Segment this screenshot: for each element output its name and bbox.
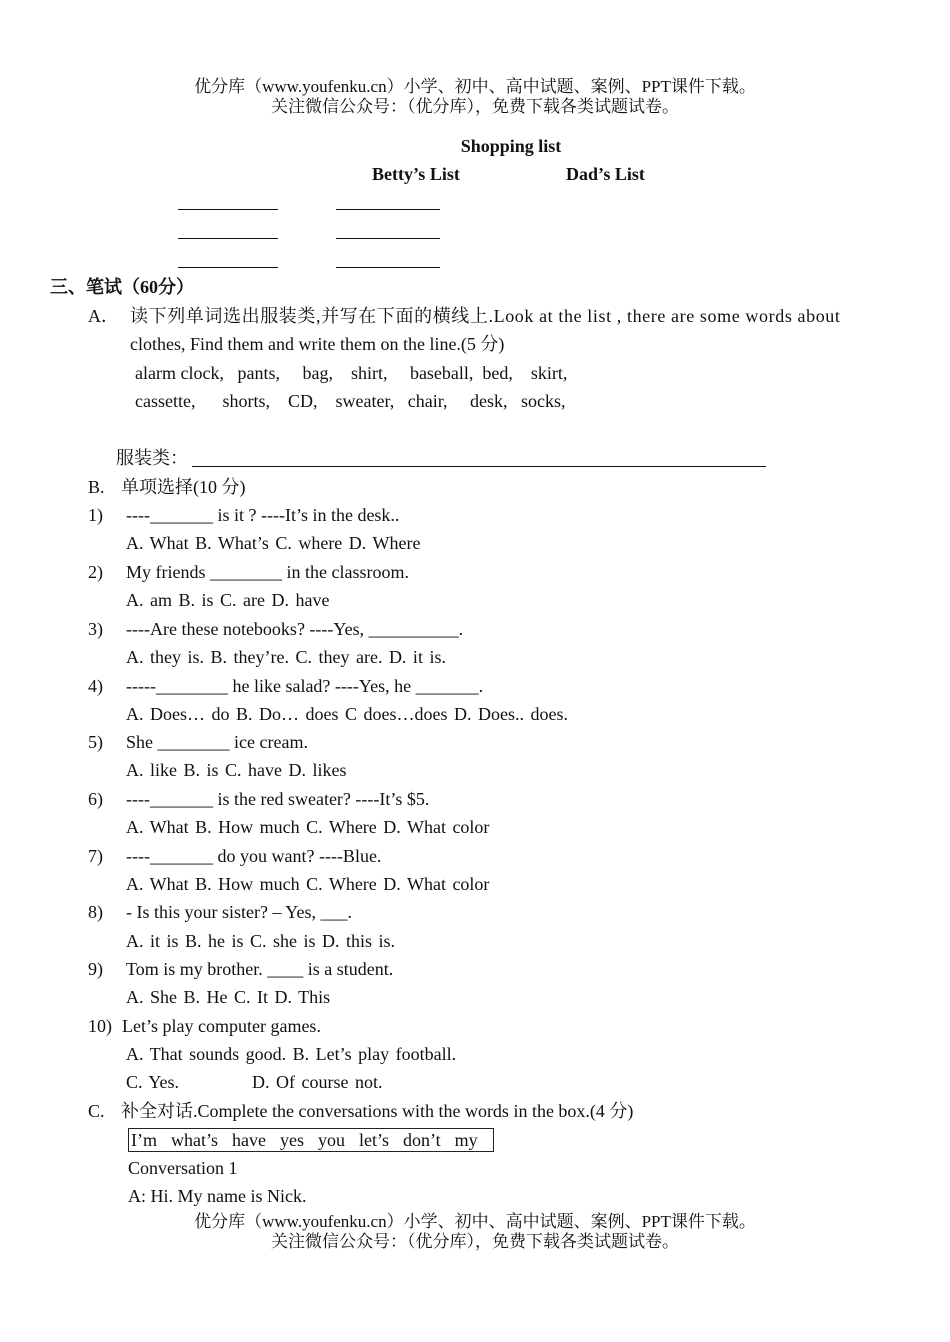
word-box-item: you <box>317 1130 345 1150</box>
question-options: A. they is. B. they’re. C. they are. D. it is. <box>126 647 446 667</box>
dad-blank-3[interactable] <box>336 267 440 268</box>
betty-blank-2[interactable] <box>178 238 278 239</box>
bettys-list-heading: Betty’s List <box>372 164 460 184</box>
question-number: 3) <box>88 619 103 639</box>
shopping-list-title: Shopping list <box>460 136 562 156</box>
question-text: ----Are these notebooks? ----Yes, __________. <box>126 619 464 639</box>
question-options: A. Does… do B. Do… does C does…does D. Does.. does. <box>126 704 568 724</box>
question-option-c: C. Yes. <box>126 1072 180 1092</box>
betty-blank-3[interactable] <box>178 267 278 268</box>
footer-line-2: 关注微信公众号：（优分库），免费下载各类试题试卷。 <box>271 1232 679 1251</box>
part-b-label: B. <box>88 477 105 497</box>
part-a-label: A． <box>88 306 119 326</box>
question-number: 10) <box>88 1016 112 1036</box>
question-options-line-1: A. That sounds good. B. Let’s play football. <box>126 1044 457 1064</box>
question-options: A. She B. He C. It D. This <box>126 987 331 1007</box>
part-b-title: 单项选择(10 分) <box>121 477 246 497</box>
part-a-words-line-2: cassette, shorts, CD, sweater, chair, desk, socks, <box>135 391 566 411</box>
question-number: 6) <box>88 789 103 809</box>
betty-blank-1[interactable] <box>178 209 278 210</box>
header-line-1: 优分库（www.youfenku.cn）小学、初中、高中试题、案例、PPT课件下载。 <box>194 77 756 96</box>
dads-list-heading: Dad’s List <box>566 164 645 184</box>
question-options: A. like B. is C. have D. likes <box>126 760 347 780</box>
word-box-item: don’t <box>402 1130 441 1150</box>
question-text: - Is this your sister? – Yes, ___. <box>126 902 353 922</box>
question-text: ----_______ is it ? ----It’s in the desk.. <box>126 505 400 525</box>
footer-line-1: 优分库（www.youfenku.cn）小学、初中、高中试题、案例、PPT课件下载。 <box>194 1212 756 1231</box>
question-number: 7) <box>88 846 103 866</box>
word-box-item: yes <box>279 1130 304 1150</box>
part-c-title: 补全对话.Complete the conversations with the words in the box.(4 分) <box>121 1101 634 1121</box>
question-number: 2) <box>88 562 103 582</box>
part-a-instruction-line-1: 读下列单词选出服装类,并写在下面的横线上.Look at the list , there are some words about <box>130 306 841 326</box>
question-text: She ________ ice cream. <box>126 732 308 752</box>
question-text: Let’s play computer games. <box>122 1016 321 1036</box>
question-text: ----_______ do you want? ----Blue. <box>126 846 382 866</box>
word-box-item: have <box>232 1130 266 1150</box>
question-text: My friends ________ in the classroom. <box>126 562 409 582</box>
part-a-instruction-line-2: clothes, Find them and write them on the line.(5 分) <box>130 334 505 354</box>
question-options: A. What B. What’s C. where D. Where <box>126 533 421 553</box>
conversation-line-a: A: Hi. My name is Nick. <box>128 1186 307 1206</box>
question-options: A. What B. How much C. Where D. What color <box>126 817 490 837</box>
question-number: 8) <box>88 902 103 922</box>
question-number: 1) <box>88 505 103 525</box>
word-box-item: I’m <box>131 1130 157 1150</box>
question-number: 9) <box>88 959 103 979</box>
question-text: Tom is my brother. ____ is a student. <box>126 959 394 979</box>
question-option-d: D. Of course not. <box>252 1072 383 1092</box>
dad-blank-2[interactable] <box>336 238 440 239</box>
clothing-answer-label: 服装类： <box>116 448 188 468</box>
question-number: 4) <box>88 676 103 696</box>
dad-blank-1[interactable] <box>336 209 440 210</box>
question-text: -----________ he like salad? ----Yes, he _______. <box>126 676 484 696</box>
question-options: A. What B. How much C. Where D. What color <box>126 874 490 894</box>
word-box-item: what’s <box>171 1130 218 1150</box>
question-text: ----_______ is the red sweater? ----It’s $5. <box>126 789 430 809</box>
part-c-label: C. <box>88 1101 105 1121</box>
conversation-1-title: Conversation 1 <box>128 1158 238 1178</box>
header-line-2: 关注微信公众号：（优分库），免费下载各类试题试卷。 <box>271 97 679 116</box>
word-box-item: let’s <box>358 1130 389 1150</box>
clothing-answer-line[interactable] <box>192 466 766 467</box>
question-options: A. it is B. he is C. she is D. this is. <box>126 931 396 951</box>
question-options: A. am B. is C. are D. have <box>126 590 330 610</box>
section-3-title: 三、笔试（60分） <box>50 277 194 297</box>
word-box <box>128 1128 494 1152</box>
word-box-item: my <box>454 1130 478 1150</box>
question-number: 5) <box>88 732 103 752</box>
part-a-words-line-1: alarm clock, pants, bag, shirt, baseball, bed, skirt, <box>135 363 568 383</box>
